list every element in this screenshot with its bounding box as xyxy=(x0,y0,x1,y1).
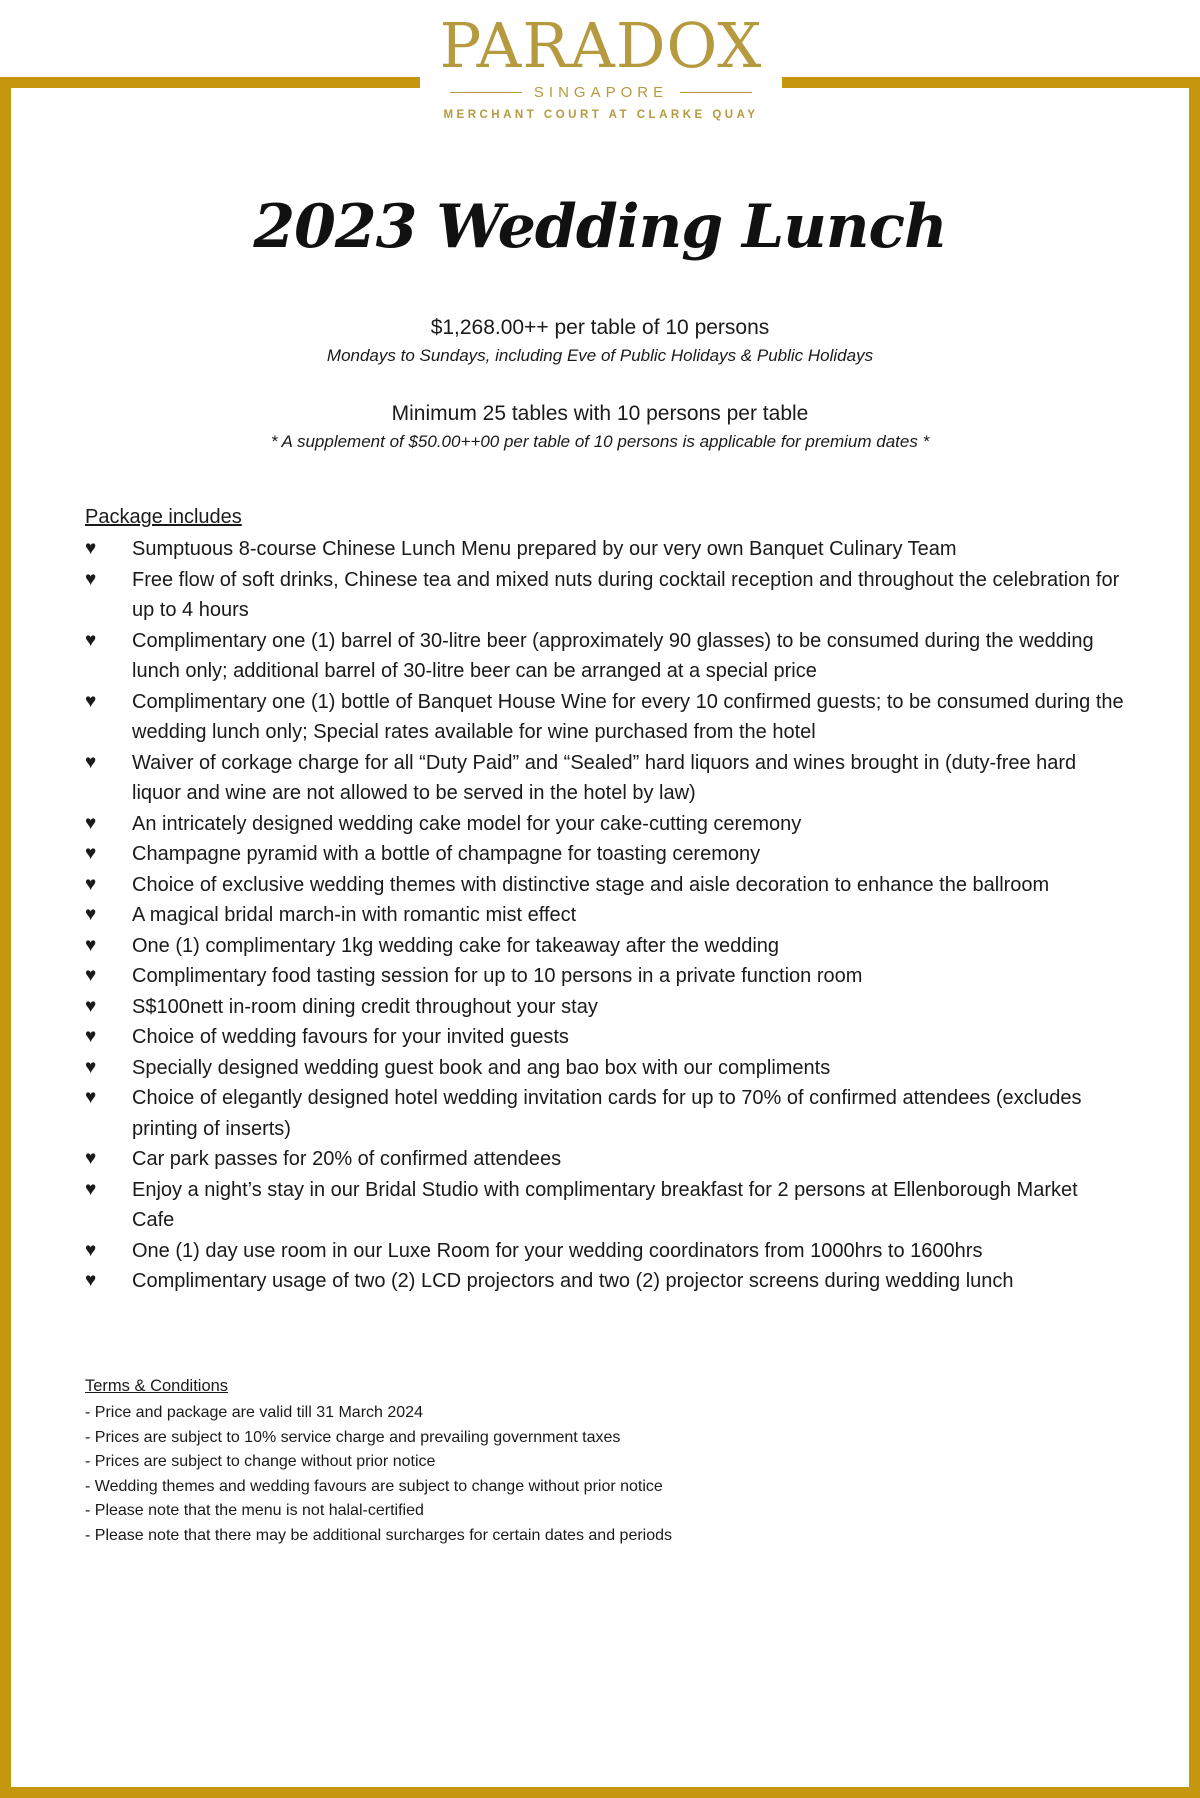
heart-bullet-icon: ♥ xyxy=(85,751,97,773)
heart-bullet-icon: ♥ xyxy=(85,1087,97,1108)
list-item-text: Enjoy a night’s stay in our Bridal Studio with complimentary breakfast for 2 persons at Ellenborough Market Cafe xyxy=(132,1178,1078,1231)
list-item-text: An intricately designed wedding cake model for your cake-cutting ceremony xyxy=(132,812,802,835)
package-list xyxy=(85,534,1125,1297)
list-item-text: Choice of exclusive wedding themes with distinctive stage and aisle decoration to enhance the ballroom xyxy=(132,873,1050,896)
list-item-text: Complimentary one (1) barrel of 30-litre beer (approximately 90 glasses) to be consumed during the wedding lunch only; additional barrel of 30-litre beer can be arranged at a special price xyxy=(132,629,1094,682)
list-item xyxy=(85,748,1125,809)
list-item xyxy=(85,1144,1125,1175)
minimum-line: Minimum 25 tables with 10 persons per table xyxy=(391,402,809,425)
brand-city: SINGAPORE xyxy=(533,84,669,101)
package-heading: Package includes xyxy=(85,506,242,528)
list-item-text: Specially designed wedding guest book and ang bao box with our compliments xyxy=(132,1056,831,1079)
list-item-text: Free flow of soft drinks, Chinese tea and mixed nuts during cocktail reception and throughout the celebration for up to 4 hours xyxy=(132,568,1120,621)
list-item-text: Car park passes for 20% of confirmed attendees xyxy=(132,1148,562,1170)
terms-item: - Price and package are valid till 31 March 2024 xyxy=(85,1404,423,1421)
brand-city-row xyxy=(420,84,782,101)
list-item xyxy=(85,961,1125,992)
terms-item: - Please note that the menu is not halal-certified xyxy=(85,1502,424,1520)
list-item xyxy=(85,1266,1125,1297)
list-item-text: Choice of elegantly designed hotel wedding invitation cards for up to 70% of confirmed attendees (excludes printing of inserts) xyxy=(132,1087,1082,1140)
heart-bullet-icon: ♥ xyxy=(85,1026,97,1047)
list-item xyxy=(85,1022,1125,1053)
terms-item: - Prices are subject to change without prior notice xyxy=(85,1453,436,1471)
heart-bullet-icon: ♥ xyxy=(85,538,97,559)
heart-bullet-icon: ♥ xyxy=(85,965,97,986)
heart-bullet-icon: ♥ xyxy=(85,629,97,651)
heart-bullet-icon: ♥ xyxy=(85,568,97,590)
list-item xyxy=(85,687,1125,748)
heart-bullet-icon: ♥ xyxy=(85,995,97,1017)
terms-heading: Terms & Conditions xyxy=(85,1377,229,1395)
list-item-text: Complimentary one (1) bottle of Banquet House Wine for every 10 confirmed guests; to be consumed during the wedding lunch only; Special rates available for wine purchased from the hotel xyxy=(132,690,1124,743)
list-item xyxy=(85,900,1125,931)
terms-item: - Prices are subject to 10% service charge and prevailing government taxes xyxy=(85,1428,621,1446)
price-note: Mondays to Sundays, including Eve of Public Holidays & Public Holidays xyxy=(326,346,874,365)
heart-bullet-icon: ♥ xyxy=(85,1270,97,1291)
list-item xyxy=(85,931,1125,962)
divider xyxy=(450,92,522,93)
list-item xyxy=(85,565,1125,626)
list-item-text: Choice of wedding favours for your invited guests xyxy=(132,1026,569,1048)
heart-bullet-icon: ♥ xyxy=(85,1178,97,1200)
heart-bullet-icon: ♥ xyxy=(85,1239,97,1261)
list-item-text: Sumptuous 8-course Chinese Lunch Menu prepared by our very own Banquet Culinary Team xyxy=(132,538,957,560)
heart-bullet-icon: ♥ xyxy=(85,843,97,864)
heart-bullet-icon: ♥ xyxy=(85,812,97,834)
terms-list xyxy=(85,1401,672,1549)
brand-name: PARADOX xyxy=(439,9,763,82)
supplement-note: * A supplement of $50.00++00 per table of 10 persons is applicable for premium dates * xyxy=(270,432,930,451)
heart-bullet-icon: ♥ xyxy=(85,873,97,895)
list-item-text: Waiver of corkage charge for all “Duty Paid” and “Sealed” hard liquors and wines brought in (duty-free hard liquor and wine are not allowed to be served in the hotel by law) xyxy=(132,751,1077,804)
heart-bullet-icon: ♥ xyxy=(85,1056,97,1078)
list-item xyxy=(85,870,1125,901)
heart-bullet-icon: ♥ xyxy=(85,904,97,925)
list-item-text: Complimentary usage of two (2) LCD projectors and two (2) projector screens during wedding lunch xyxy=(132,1270,1014,1292)
heart-bullet-icon: ♥ xyxy=(85,1148,97,1169)
heart-bullet-icon: ♥ xyxy=(85,690,97,712)
terms-item: - Please note that there may be additional surcharges for certain dates and periods xyxy=(85,1526,673,1544)
list-item xyxy=(85,809,1125,840)
terms-item: - Wedding themes and wedding favours are subject to change without prior notice xyxy=(85,1477,663,1495)
brand-location: MERCHANT COURT AT CLARKE QUAY xyxy=(443,109,759,121)
list-item-text: A magical bridal march-in with romantic mist effect xyxy=(132,904,577,926)
list-item xyxy=(85,1236,1125,1267)
list-item xyxy=(85,626,1125,687)
list-item xyxy=(85,839,1125,870)
heart-bullet-icon: ♥ xyxy=(85,934,97,956)
list-item-text: One (1) day use room in our Luxe Room for your wedding coordinators from 1000hrs to 1600hrs xyxy=(132,1239,983,1262)
divider xyxy=(680,92,752,93)
list-item-text: Champagne pyramid with a bottle of champagne for toasting ceremony xyxy=(132,843,761,865)
list-item xyxy=(85,1175,1125,1236)
page-title: 2023 Wedding Lunch xyxy=(253,192,947,262)
price-line: $1,268.00++ per table of 10 persons xyxy=(430,316,770,339)
list-item xyxy=(85,534,1125,565)
list-item-text: One (1) complimentary 1kg wedding cake for takeaway after the wedding xyxy=(132,934,780,957)
list-item xyxy=(85,992,1125,1023)
brand-logo xyxy=(420,0,782,150)
list-item xyxy=(85,1083,1125,1144)
list-item-text: Complimentary food tasting session for up to 10 persons in a private function room xyxy=(132,965,863,987)
list-item-text: S$100nett in-room dining credit throughout your stay xyxy=(132,995,598,1018)
list-item xyxy=(85,1053,1125,1084)
